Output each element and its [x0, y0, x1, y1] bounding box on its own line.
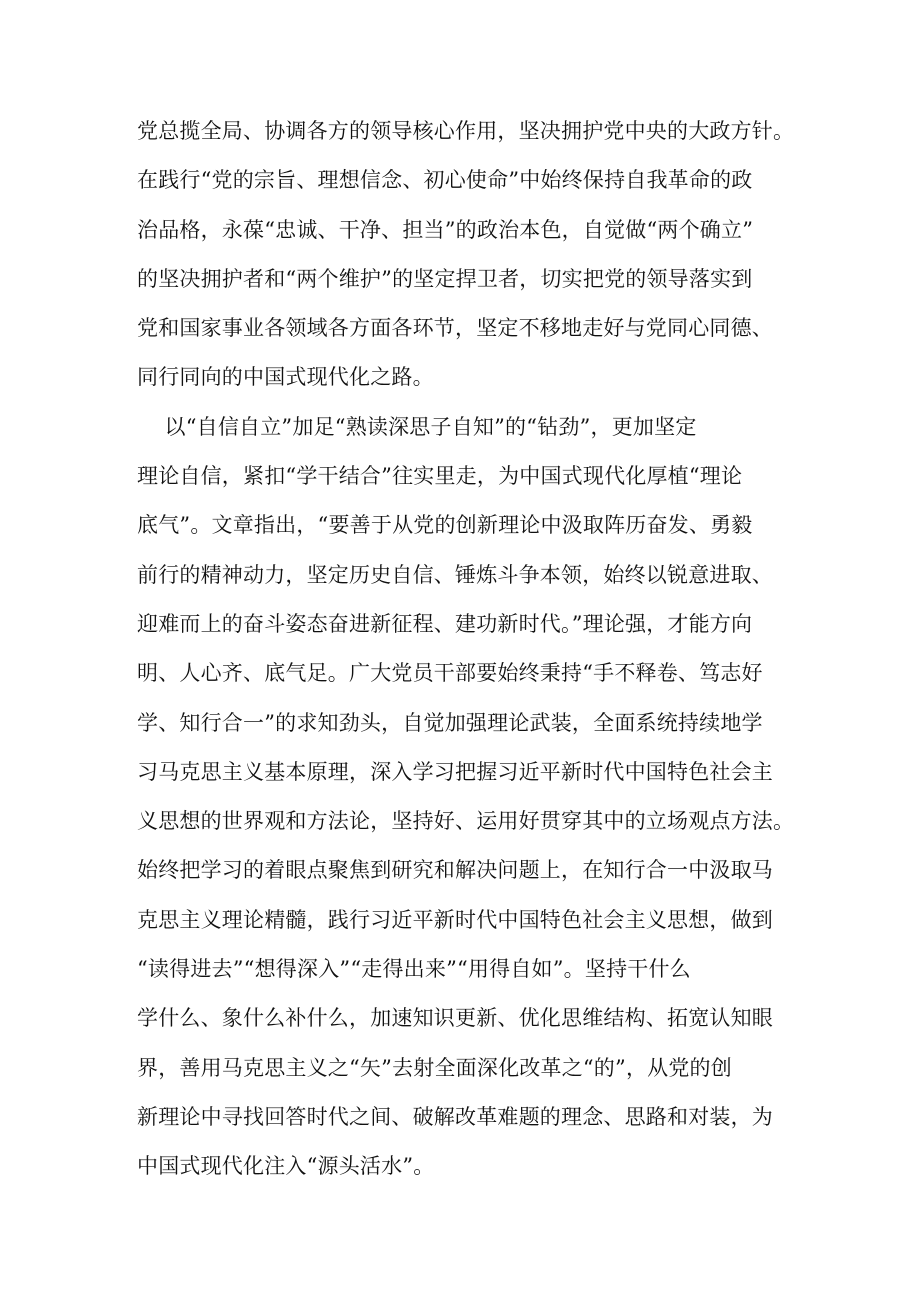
text-line: 始终把学习的着眼点聚焦到研究和解决问题上，在知行合一中汲取马	[137, 858, 773, 883]
text-line: 克思主义理论精髓，践行习近平新时代中国特色社会主义思想，做到	[137, 907, 773, 932]
text-line: 的坚决拥护者和“两个维护”的坚定捍卫者，切实把党的领导落实到	[137, 266, 753, 291]
text-line: 习马克思主义基本原理，深入学习把握习近平新时代中国特色社会主	[137, 759, 773, 784]
text-line: 界，善用马克思主义之“矢”去射全面深化改革之“的”，从党的创	[137, 1055, 732, 1080]
text-line: 以“自信自立”加足“熟读深思子自知”的“钻劲”，更加坚定	[137, 414, 697, 439]
text-line: 明、人心齐、底气足。广大党员干部要始终秉持“手不释卷、笃志好	[137, 661, 763, 686]
text-line: “读得进去”“想得深入”“走得出来”“用得自如”。坚持干什么	[137, 957, 691, 982]
text-line: 中国式现代化注入“源头活水”。	[137, 1154, 435, 1179]
body-text	[137, 107, 797, 1192]
text-line: 党和国家事业各领域各方面各环节，坚定不移地走好与党同心同德、	[137, 316, 773, 341]
paragraph	[137, 107, 797, 403]
text-line: 理论自信，紧扣“学干结合”往实里走，为中国式现代化厚植“理论	[137, 464, 743, 489]
text-line: 同行同向的中国式现代化之路。	[137, 365, 434, 390]
text-line: 前行的精神动力，坚定历史自信、锤炼斗争本领，始终以锐意进取、	[137, 562, 773, 587]
text-line: 义思想的世界观和方法论，坚持好、运用好贯穿其中的立场观点方法。	[137, 809, 795, 834]
text-line: 在践行“党的宗旨、理想信念、初心使命”中始终保持自我革命的政	[137, 168, 753, 193]
text-line: 底气”。文章指出，“要善于从党的创新理论中汲取阵历奋发、勇毅	[137, 513, 753, 538]
text-line: 学、知行合一”的求知劲头，自觉加强理论武装，全面系统持续地学	[137, 710, 763, 735]
text-line: 学什么、象什么补什么，加速知识更新、优化思维结构、拓宽认知眼	[137, 1006, 773, 1031]
text-line: 迎难而上的奋斗姿态奋进新征程、建功新时代。”理论强，才能方向	[137, 611, 753, 636]
text-line: 新理论中寻找回答时代之间、破解改革难题的理念、思路和对装，为	[137, 1104, 773, 1129]
text-line: 党总揽全局、协调各方的领导核心作用，坚决拥护党中央的大政方针。	[137, 119, 795, 143]
text-line: 治品格，永葆“忠诚、干净、担当”的政治本色，自觉做“两个确立”	[137, 217, 754, 242]
paragraph	[137, 403, 797, 1192]
